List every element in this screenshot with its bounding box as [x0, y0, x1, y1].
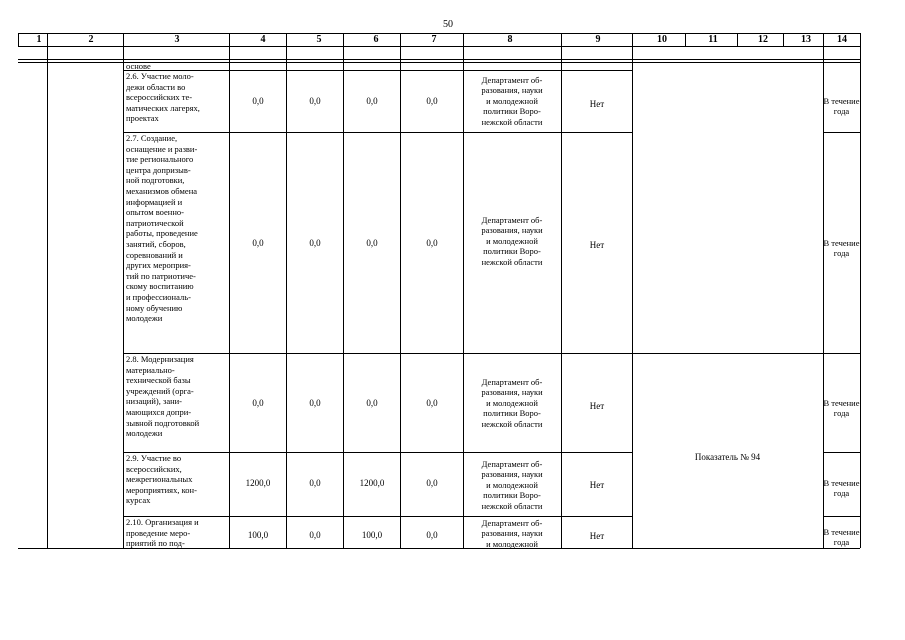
value-col-5: 0,0: [309, 398, 321, 408]
value-col-4: 100,0: [247, 530, 269, 540]
activity-name: 2.9. Участие во всероссийских, межрегиональных мероприятиях, кон- курсах: [126, 453, 197, 506]
value-col-6: 1200,0: [359, 478, 385, 488]
column-header-10: 10: [657, 34, 667, 45]
continuation-text: основе: [126, 61, 151, 71]
value-col-5: 0,0: [309, 478, 321, 488]
column-header-1: 1: [36, 34, 42, 45]
activity-name: 2.8. Модернизация материально- технической базы учреждений (орга- низаций), зани- мающихся допри- зывной подготовкой молодежи: [126, 354, 200, 439]
term: В течение года: [823, 238, 860, 259]
term: В течение года: [823, 478, 860, 499]
value-col-7: 0,0: [426, 96, 438, 106]
value-col-9: Нет: [589, 531, 605, 541]
column-header-6: 6: [373, 34, 379, 45]
column-header-2: 2: [88, 34, 94, 45]
column-header-12: 12: [758, 34, 768, 45]
executor: Департамент об- разования, науки и молодежной: [481, 518, 543, 549]
column-header-9: 9: [595, 34, 601, 45]
value-col-7: 0,0: [426, 478, 438, 488]
value-col-9: Нет: [589, 240, 605, 250]
term: В течение года: [823, 398, 860, 419]
value-col-4: 1200,0: [245, 478, 271, 488]
value-col-6: 0,0: [366, 96, 378, 106]
value-col-9: Нет: [589, 99, 605, 109]
value-col-4: 0,0: [252, 238, 264, 248]
column-header-8: 8: [507, 34, 513, 45]
column-header-13: 13: [801, 34, 811, 45]
value-col-7: 0,0: [426, 398, 438, 408]
value-col-5: 0,0: [309, 96, 321, 106]
column-header-14: 14: [837, 34, 847, 45]
executor: Департамент об- разования, науки и молодежной политики Воро- нежской области: [481, 75, 543, 127]
column-header-3: 3: [174, 34, 180, 45]
term: В течение года: [823, 527, 860, 548]
indicator-cell: Показатель № 94: [694, 452, 761, 462]
executor: Департамент об- разования, науки и молодежной политики Воро- нежской области: [481, 459, 543, 511]
activity-name: 2.10. Организация и проведение меро- приятий по под-: [126, 517, 199, 549]
executor: Департамент об- разования, науки и молодежной политики Воро- нежской области: [481, 215, 543, 267]
value-col-9: Нет: [589, 401, 605, 411]
column-header-5: 5: [316, 34, 322, 45]
value-col-4: 0,0: [252, 96, 264, 106]
activity-name: 2.7. Создание, оснащение и разви- тие регионального центра допризыв- ной подготовки, механизмов обмена информацией и опытом военно- патриотической работы, проведение занятий, сборов, соревнований и других мероприя- тий по патриотиче- скому воспитанию и профессиональ- ному обучению молодежи: [126, 133, 198, 324]
value-col-6: 0,0: [366, 238, 378, 248]
column-header-11: 11: [708, 34, 718, 45]
column-header-4: 4: [260, 34, 266, 45]
value-col-5: 0,0: [309, 238, 321, 248]
value-col-7: 0,0: [426, 530, 438, 540]
value-col-6: 0,0: [366, 398, 378, 408]
term: В течение года: [823, 96, 860, 117]
value-col-7: 0,0: [426, 238, 438, 248]
page-number: 50: [443, 19, 453, 30]
value-col-6: 100,0: [361, 530, 383, 540]
value-col-5: 0,0: [309, 530, 321, 540]
executor: Департамент об- разования, науки и молодежной политики Воро- нежской области: [481, 377, 543, 429]
value-col-4: 0,0: [252, 398, 264, 408]
value-col-9: Нет: [589, 480, 605, 490]
column-header-7: 7: [431, 34, 437, 45]
activity-name: 2.6. Участие моло- дежи области во всероссийских те- матических лагерях, проектах: [126, 71, 200, 124]
